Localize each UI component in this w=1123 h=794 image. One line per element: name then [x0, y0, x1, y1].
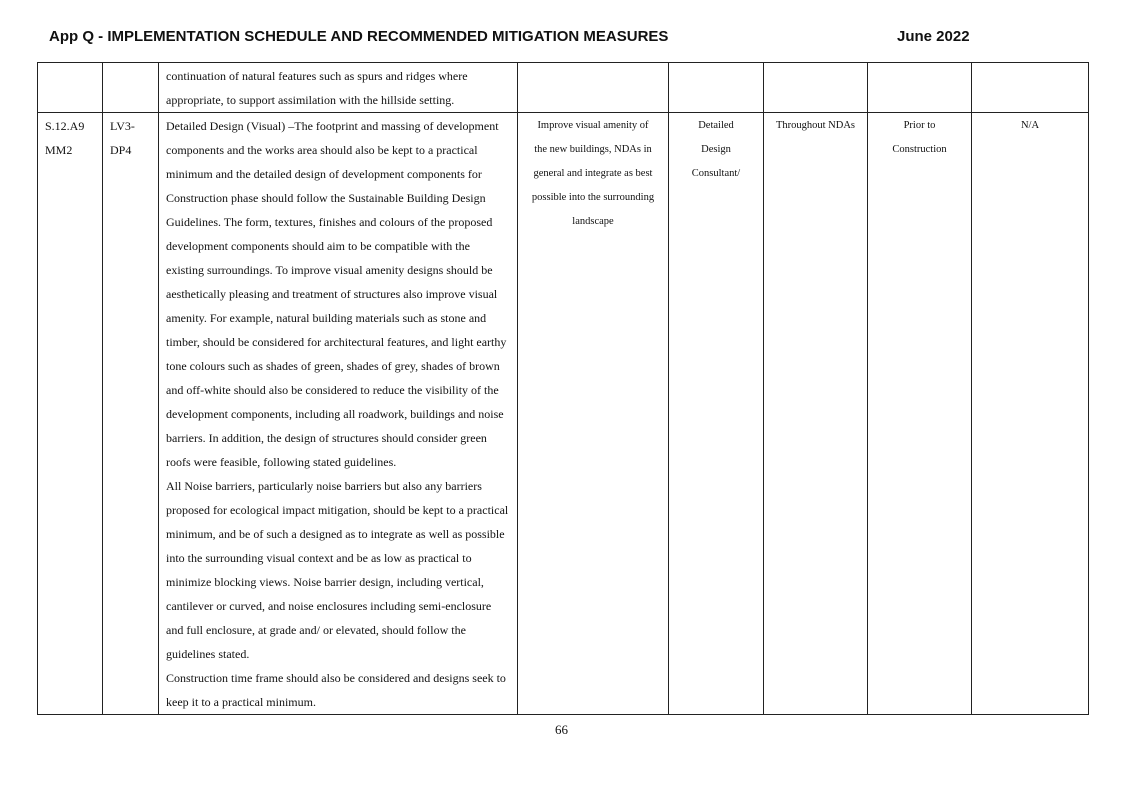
description-line: Detailed Design (Visual) –The footprint and massing of development	[166, 119, 499, 133]
code-line: LV3-	[110, 119, 135, 133]
description-line: Construction time frame should also be considered and designs seek to	[166, 671, 506, 685]
description-cell	[159, 63, 518, 113]
description-line: minimum, and be of such a designed as to integrate as well as possible	[166, 527, 505, 541]
location-line: Throughout NDAs	[775, 120, 856, 131]
objective-cell	[518, 113, 669, 715]
description-line: All Noise barriers, particularly noise barriers but also any barriers	[166, 479, 482, 493]
code-line: DP4	[110, 143, 132, 157]
timing-cell	[868, 113, 972, 715]
ref-cell	[38, 113, 103, 715]
description-line: development components, including all roadwork, buildings and noise	[166, 407, 504, 421]
ref-line: S.12.A9	[45, 119, 85, 133]
table-row	[38, 63, 1089, 113]
description-line: roofs were feasible, following stated guidelines.	[166, 455, 397, 469]
agent-cell	[669, 113, 764, 715]
description-line: timber, should be considered for architectural features, and light earthy	[166, 335, 507, 349]
table-row	[38, 113, 1089, 715]
location-cell	[764, 63, 868, 113]
description-line: Construction phase should follow the Sustainable Building Design	[166, 191, 486, 205]
agent-line: Detailed	[698, 120, 734, 131]
description-line: existing surroundings. To improve visual amenity designs should be	[166, 263, 493, 277]
agent-line: Design	[701, 144, 731, 155]
description-line: tone colours such as shades of green, shades of grey, shades of brown	[166, 359, 500, 373]
location-cell	[764, 113, 868, 715]
code-cell	[103, 63, 159, 113]
objective-line: landscape	[572, 216, 614, 227]
description-cell	[159, 113, 518, 715]
description-line: and off-white should also be considered to reduce the visibility of the	[166, 383, 499, 397]
timing-cell	[868, 63, 972, 113]
document-date: June 2022	[897, 28, 970, 45]
requirement-cell	[972, 63, 1089, 113]
description-line: and full enclosure, at grade and/ or elevated, should follow the	[166, 623, 466, 637]
agent-line: Consultant/	[691, 168, 741, 179]
objective-line: Improve visual amenity of	[537, 120, 649, 131]
description-line: appropriate, to support assimilation with the hillside setting.	[166, 93, 455, 107]
page-number: 66	[555, 722, 568, 737]
description-line: into the surrounding visual context and be as low as practical to	[166, 551, 472, 565]
ref-line: MM2	[45, 143, 73, 157]
description-line: barriers. In addition, the design of structures should consider green	[166, 431, 487, 445]
requirement-line: N/A	[1020, 120, 1040, 131]
timing-line: Construction	[892, 144, 947, 155]
description-line: keep it to a practical minimum.	[166, 695, 316, 709]
description-line: aesthetically pleasing and treatment of structures also improve visual	[166, 287, 498, 301]
objective-cell	[518, 63, 669, 113]
objective-line: possible into the surrounding	[531, 192, 655, 203]
description-line: amenity. For example, natural building materials such as stone and	[166, 311, 487, 325]
description-line: minimize blocking views. Noise barrier design, including vertical,	[166, 575, 484, 589]
description-line: cantilever or curved, and noise enclosures including semi-enclosure	[166, 599, 492, 613]
description-line: development components should aim to be compatible with the	[166, 239, 470, 253]
requirement-cell	[972, 113, 1089, 715]
document-title: App Q - IMPLEMENTATION SCHEDULE AND RECOMMENDED MITIGATION MEASURES	[49, 28, 669, 45]
agent-cell	[669, 63, 764, 113]
objective-line: general and integrate as best	[533, 168, 653, 179]
description-line: guidelines stated.	[166, 647, 250, 661]
description-line: continuation of natural features such as spurs and ridges where	[166, 69, 468, 83]
description-line: Guidelines. The form, textures, finishes and colours of the proposed	[166, 215, 493, 229]
description-line: proposed for ecological impact mitigation, should be kept to a practical	[166, 503, 509, 517]
code-cell	[103, 113, 159, 715]
objective-line: the new buildings, NDAs in	[534, 144, 652, 155]
description-line: components and the works area should also be kept to a practical	[166, 143, 478, 157]
implementation-schedule-table	[37, 62, 1089, 715]
timing-line: Prior to	[903, 120, 936, 131]
description-line: minimum and the detailed design of development components for	[166, 167, 482, 181]
ref-cell	[38, 63, 103, 113]
